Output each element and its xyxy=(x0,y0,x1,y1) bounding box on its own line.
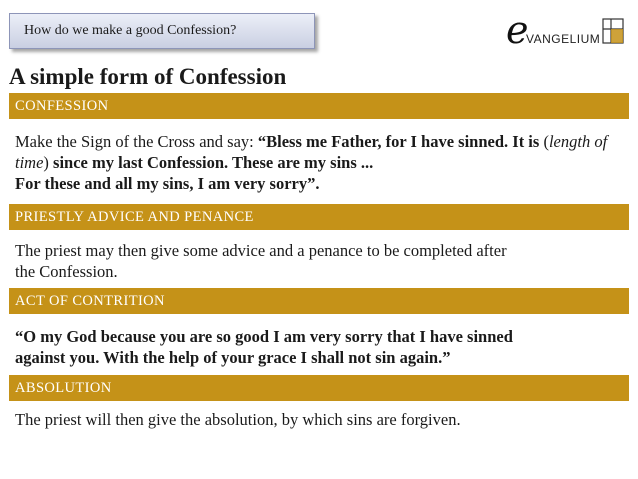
length-of-time-note: length of time xyxy=(15,132,608,172)
priestly-advice-line-1: The priest may then give some advice and a penance to be completed after xyxy=(15,241,507,260)
section-heading-act-of-contrition xyxy=(9,288,629,314)
section-heading-absolution xyxy=(9,375,629,401)
section-heading-label: ABSOLUTION xyxy=(15,379,112,396)
topic-title: How do we make a good Confession? xyxy=(24,23,237,38)
topic-box xyxy=(9,13,315,49)
confession-quote-start: “Bless me Father, for I have sinned. It is xyxy=(257,132,544,151)
section-heading-label: PRIESTLY ADVICE AND PENANCE xyxy=(15,208,254,225)
confession-quote-rest: since my last Confession. These are my sins ... xyxy=(48,153,374,172)
evangelium-logo xyxy=(506,8,622,52)
confession-quote-end: For these and all my sins, I am very sorry”. xyxy=(15,174,320,193)
logo-word: VANGELIUM xyxy=(526,32,601,46)
logo-initial: e xyxy=(506,8,529,52)
cross-logo-icon xyxy=(602,18,624,44)
section-heading-priestly-advice xyxy=(9,204,629,230)
paren-open: ( xyxy=(543,132,549,151)
priestly-advice-line-2: the Confession. xyxy=(15,262,118,281)
contrition-line-2: against you. With the help of your grace I shall not sin again.” xyxy=(15,348,451,367)
act-of-contrition-text xyxy=(15,326,627,368)
absolution-text: The priest will then give the absolution, by which sins are forgiven. xyxy=(15,410,461,429)
contrition-line-1: “O my God because you are so good I am very sorry that I have sinned xyxy=(15,327,513,346)
page-title: A simple form of Confession xyxy=(9,64,287,89)
paren-close: ) xyxy=(43,153,49,172)
section-heading-label: ACT OF CONTRITION xyxy=(15,292,165,309)
confession-intro: Make the Sign of the Cross and say: xyxy=(15,132,258,151)
section-heading-label: CONFESSION xyxy=(15,97,109,114)
confession-text xyxy=(15,131,627,194)
priestly-advice-text xyxy=(15,240,627,282)
section-heading-confession xyxy=(9,93,629,119)
